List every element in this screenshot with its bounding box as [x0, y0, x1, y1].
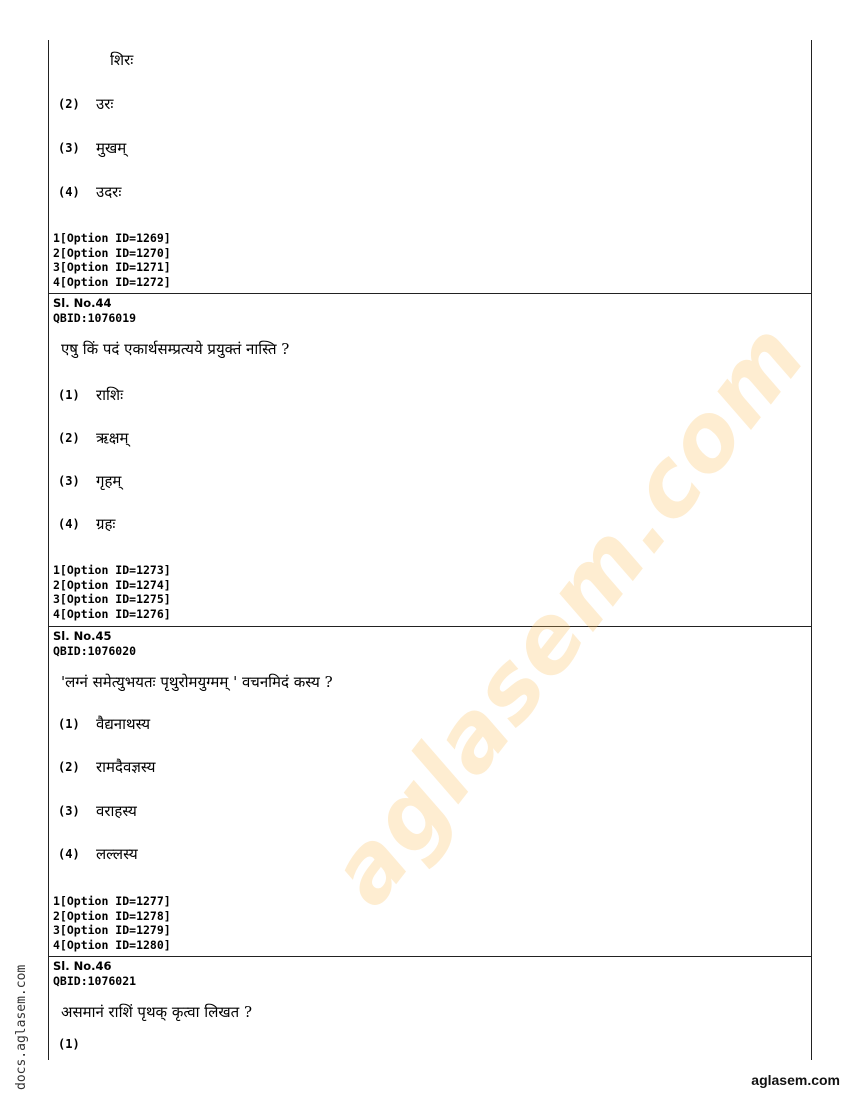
question-text: एषु किं पदं एकार्थसम्प्रत्यये प्रयुक्तं नास्ति ?	[61, 340, 290, 358]
option-text: मुखम्	[96, 139, 127, 157]
option-row	[58, 844, 138, 864]
question-bank-id: QBID:1076019	[53, 311, 137, 325]
option-row	[58, 385, 123, 405]
option-id: 2[Option ID=1274]	[53, 577, 171, 592]
option-id: 2[Option ID=1278]	[53, 908, 171, 923]
side-url: docs.aglasem.com	[14, 964, 29, 1090]
option-row	[58, 714, 150, 734]
section-divider	[49, 293, 811, 294]
option-id: 1[Option ID=1273]	[53, 563, 171, 577]
option-id: 4[Option ID=1276]	[53, 606, 171, 621]
option-text: वराहस्य	[96, 802, 137, 820]
option-text: शिरः	[110, 51, 134, 69]
option-number: (3)	[58, 141, 80, 155]
option-id-list	[53, 563, 171, 621]
option-number: (3)	[58, 474, 80, 488]
option-number: (2)	[58, 760, 80, 774]
question-bank-id: QBID:1076021	[53, 974, 137, 988]
option-text: ऋक्षम्	[96, 429, 129, 447]
option-id: 3[Option ID=1279]	[53, 923, 171, 938]
section-divider	[49, 626, 811, 627]
option-row	[58, 182, 121, 202]
option-id: 3[Option ID=1271]	[53, 260, 171, 275]
option-row	[58, 50, 133, 70]
option-text: राशिः	[96, 386, 124, 404]
option-number: (2)	[58, 431, 80, 445]
option-id: 1[Option ID=1269]	[53, 231, 171, 245]
option-id-list	[53, 231, 171, 289]
question-bank-id: QBID:1076020	[53, 644, 137, 658]
question-text: 'लग्नं समेत्युभयतः पृथुरोमयुग्मम् ' वचनमिदं कस्य ?	[61, 673, 333, 691]
serial-number: Sl. No.44	[53, 296, 112, 310]
option-number: (4)	[58, 517, 80, 531]
watermark: aglasem.com	[308, 302, 827, 925]
option-id: 2[Option ID=1270]	[53, 245, 171, 260]
option-row	[58, 471, 121, 491]
option-text: लल्लस्य	[96, 845, 138, 863]
option-id: 4[Option ID=1272]	[53, 274, 171, 289]
option-text: गृहम्	[96, 472, 122, 490]
option-text: ग्रहः	[96, 515, 116, 533]
option-id: 3[Option ID=1275]	[53, 592, 171, 607]
serial-number: Sl. No.45	[53, 629, 112, 643]
serial-number: Sl. No.46	[53, 959, 112, 973]
option-text: उरः	[96, 95, 114, 113]
option-id-list	[53, 894, 171, 952]
option-number: (3)	[58, 804, 80, 818]
option-number: (2)	[58, 97, 80, 111]
option-row	[58, 801, 137, 821]
option-number: (1)	[58, 717, 80, 731]
option-id: 1[Option ID=1277]	[53, 894, 171, 908]
option-number: (4)	[58, 847, 80, 861]
question-text: असमानं राशिं पृथक् कृत्वा लिखत ?	[61, 1003, 252, 1021]
option-number: (1)	[58, 1037, 80, 1051]
section-divider	[49, 956, 811, 957]
option-row	[58, 138, 126, 158]
option-row	[58, 94, 113, 114]
option-row	[58, 1037, 96, 1051]
option-row	[58, 428, 129, 448]
option-id: 4[Option ID=1280]	[53, 937, 171, 952]
option-row	[58, 757, 155, 777]
option-text: वैद्यनाथस्य	[96, 715, 151, 733]
option-text: उदरः	[96, 183, 122, 201]
option-row	[58, 514, 115, 534]
option-number: (1)	[58, 388, 80, 402]
footer-brand: aglasem.com	[751, 1072, 840, 1088]
option-text: रामदैवज्ञस्य	[96, 758, 156, 776]
question-paper-frame	[48, 40, 812, 1060]
option-number: (4)	[58, 185, 80, 199]
